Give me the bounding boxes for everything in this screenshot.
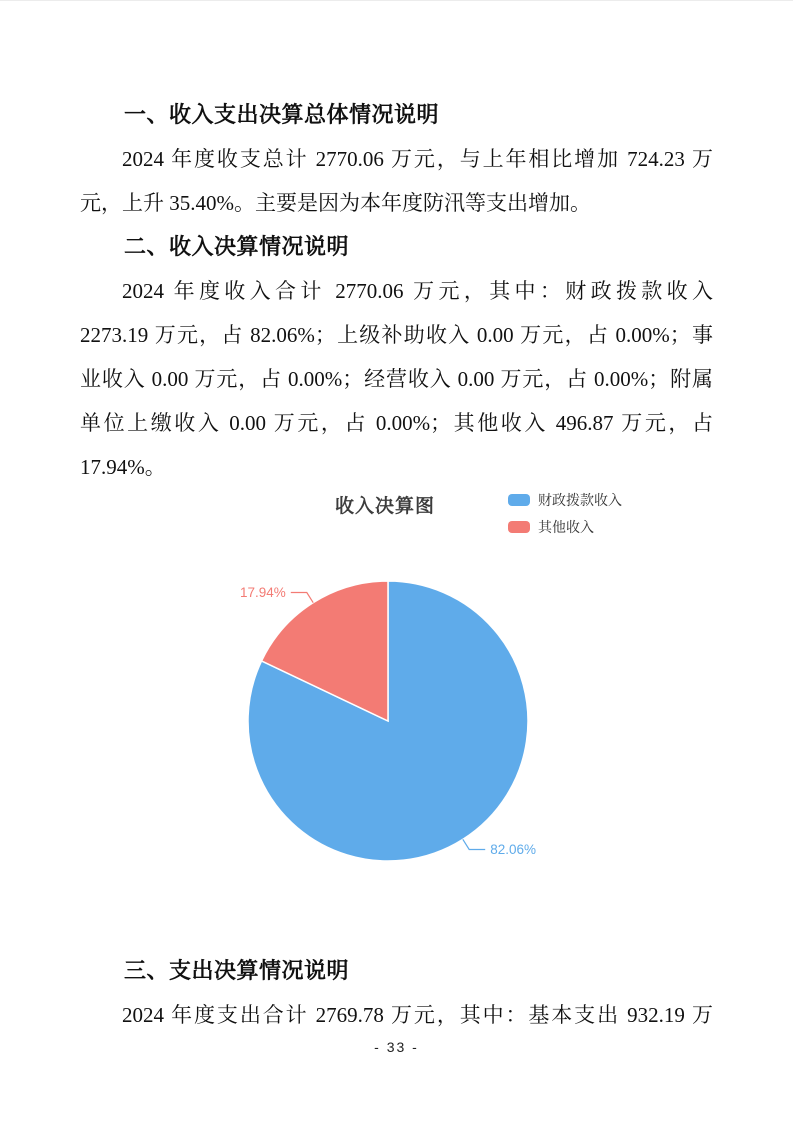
text-line: 单位上缴收入 0.00 万元，占 0.00%；其他收入 496.87 万元，占 xyxy=(80,411,713,435)
section-heading-2: 二、收入决算情况说明 xyxy=(124,234,350,259)
text-line: 元，上升 35.40%。主要是因为本年度防汛等支出增加。 xyxy=(80,191,591,215)
pie-label-line-2 xyxy=(291,593,313,603)
section-heading-1: 一、收入支出决算总体情况说明 xyxy=(124,102,440,127)
text-line: 17.94%。 xyxy=(80,455,166,479)
text-line: 2024 年度收支总计 2770.06 万元，与上年相比增加 724.23 万 xyxy=(122,147,713,171)
text-line: 2273.19 万元，占 82.06%；上级补助收入 0.00 万元，占 0.00%；事 xyxy=(80,323,713,347)
pie-percentage-label: 17.94% xyxy=(240,585,286,600)
section-paragraph-1 xyxy=(80,137,713,225)
text-line: 2024 年度收入合计 2770.06 万元，其中：财政拨款收入 xyxy=(122,279,713,303)
pie-percentage-label: 82.06% xyxy=(490,842,536,857)
pie-svg xyxy=(80,489,713,949)
pie-label-line-1 xyxy=(463,839,485,849)
document-content xyxy=(80,93,713,1037)
text-line: 2024 年度支出合计 2769.78 万元，其中：基本支出 932.19 万 xyxy=(122,1003,713,1027)
income-pie-chart xyxy=(80,489,713,949)
section-heading-3: 三、支出决算情况说明 xyxy=(124,958,350,983)
text-line: 业收入 0.00 万元，占 0.00%；经营收入 0.00 万元，占 0.00%；附属 xyxy=(80,367,713,391)
chart-title: 收入决算图 xyxy=(335,496,436,517)
page-number: - 33 - xyxy=(374,1039,419,1055)
legend-label: 其他收入 xyxy=(538,519,594,535)
legend-label: 财政拨款收入 xyxy=(538,492,622,508)
section-paragraph-3 xyxy=(80,993,713,1037)
section-paragraph-2 xyxy=(80,269,713,489)
